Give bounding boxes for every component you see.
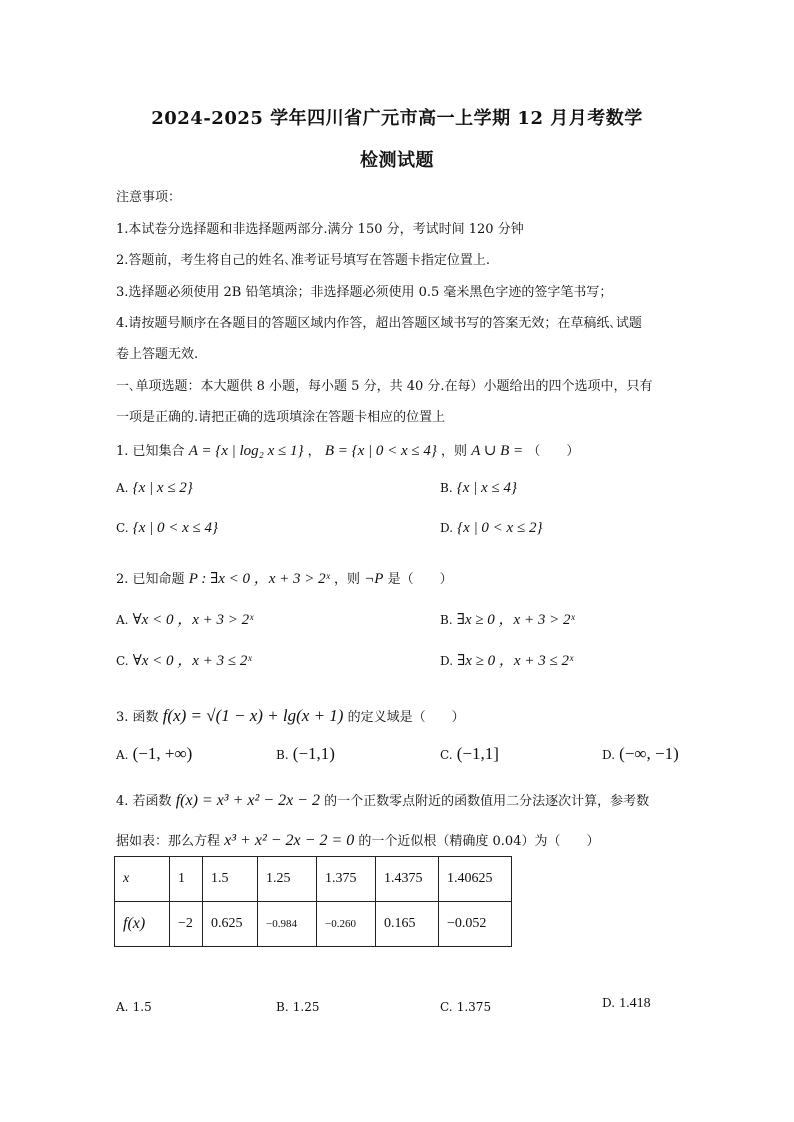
q3-option-c-text: (−1,1] xyxy=(456,744,499,763)
q2-option-c-label: C. xyxy=(116,654,129,668)
q1-option-b-label: B. xyxy=(440,481,453,495)
doc-title-line1: 2024-2025 学年四川省广元市高一上学期 12 月月考数学 xyxy=(151,108,643,129)
q2-option-b-text: ∃x ≥ 0 ，x + 3 > 2ˣ xyxy=(456,612,575,628)
note-item-4: 4.请按题号顺序在各题目的答题区域内作答，超出答题区域书写的答案无效；在草稿纸､试题 xyxy=(116,316,642,331)
question-3-stem xyxy=(116,706,465,726)
q3-option-b-text: (−1,1) xyxy=(292,744,335,763)
q2-option-c[interactable] xyxy=(116,649,252,670)
q1-option-d-text: {x | 0 < x ≤ 2} xyxy=(457,520,543,536)
table-row xyxy=(115,857,512,902)
table-cell: 1.375 xyxy=(317,857,376,902)
q3-suffix: 的定义域是（ ） xyxy=(347,710,465,725)
q3-option-b-label: B. xyxy=(276,748,289,762)
q4-option-d-text: 1.418 xyxy=(619,996,651,1011)
q1-option-b[interactable] xyxy=(440,480,517,497)
question-2-stem xyxy=(116,567,453,588)
q2-option-d-text: ∃x ≥ 0 ，x + 3 ≤ 2ˣ xyxy=(457,653,574,669)
table-cell: 1.4375 xyxy=(376,857,439,902)
table-cell: 1 xyxy=(170,857,203,902)
note-item-5: 卷上答题无效. xyxy=(116,347,199,362)
q4-option-c-label: C. xyxy=(440,1000,453,1014)
section1-instructions-line2: 一项是正确的.请把正确的选项填涂在答题卡相应的位置上 xyxy=(116,410,446,425)
q4-suffix: 的一个正数零点附近的函数值用二分法逐次计算，参考数 xyxy=(324,794,650,809)
q4-function: f(x) = x³ + x² − 2x − 2 xyxy=(175,792,320,809)
note-item-1: 1.本试卷分选择题和非选择题两部分.满分 150 分，考试时间 120 分钟 xyxy=(116,222,524,237)
q2-suffix: 是（ ） xyxy=(387,572,453,587)
q1-option-a[interactable] xyxy=(116,480,193,497)
table-cell: 1.5 xyxy=(203,857,258,902)
q4-option-a[interactable] xyxy=(116,1000,152,1015)
q1-option-a-text: {x | x ≤ 2} xyxy=(132,480,193,496)
q1-comma: ， xyxy=(307,444,321,459)
note-item-3: 3.选择题必须使用 2B 铅笔填涂；非选择题必须使用 0.5 毫米黑色字迹的签字笔书写； xyxy=(116,285,613,300)
question-1-stem xyxy=(116,440,579,460)
q3-option-a-text: (−1, +∞) xyxy=(132,744,193,763)
q1-option-d[interactable] xyxy=(440,520,542,537)
q4-prefix: 4. 若函数 xyxy=(116,794,172,809)
q4-option-d[interactable] xyxy=(602,996,651,1012)
q2-proposition: P : ∃x < 0 ，x + 3 > 2ˣ xyxy=(188,571,330,587)
q2-option-b-label: B. xyxy=(440,613,453,627)
bisection-table xyxy=(114,856,512,947)
q1-paren: （ ） xyxy=(527,444,580,459)
q4-option-c-text: 1.375 xyxy=(456,1000,492,1014)
q4-option-a-text: 1.5 xyxy=(132,1000,152,1014)
q1-option-c-label: C. xyxy=(116,521,129,535)
q3-option-a[interactable] xyxy=(116,744,192,764)
table-cell: −0.052 xyxy=(439,902,512,947)
q4-line2-prefix: 据如表：那么方程 xyxy=(116,834,221,849)
table-cell: 1.25 xyxy=(258,857,317,902)
q2-option-a-label: A. xyxy=(116,613,129,627)
table-cell: 0.165 xyxy=(376,902,439,947)
q2-option-a-text: ∀x < 0 ，x + 3 > 2ˣ xyxy=(132,612,254,628)
question-4-stem-line1 xyxy=(116,790,649,810)
q3-option-d-label: D. xyxy=(602,748,616,762)
table-cell: −2 xyxy=(170,902,203,947)
table-cell: x xyxy=(115,857,170,902)
q1-option-b-text: {x | x ≤ 4} xyxy=(456,480,517,496)
q1-prefix: 1. 已知集合 xyxy=(116,444,185,459)
q4-line2-suffix: 的一个近似根（精确度 0.04）为（ ） xyxy=(358,834,600,849)
q1-set-b: B = {x | 0 < x ≤ 4} xyxy=(324,443,437,459)
q1-set-a: A = {x | log₂ x ≤ 1} xyxy=(188,443,304,459)
q4-option-c[interactable] xyxy=(440,1000,491,1015)
q4-option-b-text: 1.25 xyxy=(292,1000,320,1014)
q3-option-c[interactable] xyxy=(440,744,499,764)
q1-option-c[interactable] xyxy=(116,520,218,537)
note-item-2: 2.答题前，考生将自己的姓名､准考证号填写在答题卡指定位置上. xyxy=(116,253,491,268)
q2-option-a[interactable] xyxy=(116,608,253,629)
q4-option-a-label: A. xyxy=(116,1000,129,1014)
q1-option-a-label: A. xyxy=(116,481,129,495)
q2-option-d[interactable] xyxy=(440,649,573,670)
q3-option-d-text: (−∞, −1) xyxy=(619,744,679,763)
table-cell: 0.625 xyxy=(203,902,258,947)
q3-option-d[interactable] xyxy=(602,744,679,764)
q1-then: ，则 xyxy=(441,444,468,459)
q3-option-b[interactable] xyxy=(276,744,335,764)
q4-option-b-label: B. xyxy=(276,1000,289,1014)
table-cell: 1.40625 xyxy=(439,857,512,902)
q3-function: f(x) = √(1 − x) + lg(x + 1) xyxy=(162,706,344,725)
q4-option-d-label: D. xyxy=(602,996,616,1010)
q3-option-a-label: A. xyxy=(116,748,129,762)
table-cell: −0.260 xyxy=(317,902,376,947)
q2-negation: ¬P xyxy=(364,571,384,587)
notes-heading: 注意事项： xyxy=(116,190,182,205)
q2-option-d-label: D. xyxy=(440,654,454,668)
table-cell: −0.984 xyxy=(258,902,317,947)
section1-instructions-line1: 一､单项选题：本大题供 8 小题，每小题 5 分，共 40 分.在每）小题给出的四个选项中，只有 xyxy=(116,379,653,394)
q1-union: A ∪ B = xyxy=(471,443,524,459)
q1-option-d-label: D. xyxy=(440,521,454,535)
table-cell: f(x) xyxy=(115,902,170,947)
q2-prefix: 2. 已知命题 xyxy=(116,572,185,587)
q3-prefix: 3. 函数 xyxy=(116,710,159,725)
q1-option-c-text: {x | 0 < x ≤ 4} xyxy=(132,520,219,536)
doc-title-line2: 检测试题 xyxy=(360,150,434,171)
table-row xyxy=(115,902,512,947)
q2-option-c-text: ∀x < 0 ，x + 3 ≤ 2ˣ xyxy=(132,653,252,669)
q3-option-c-label: C. xyxy=(440,748,453,762)
q2-then: ，则 xyxy=(334,572,361,587)
q4-equation: x³ + x² − 2x − 2 = 0 xyxy=(224,832,355,849)
q2-option-b[interactable] xyxy=(440,608,575,629)
question-4-stem-line2 xyxy=(116,830,599,850)
q4-option-b[interactable] xyxy=(276,1000,320,1015)
